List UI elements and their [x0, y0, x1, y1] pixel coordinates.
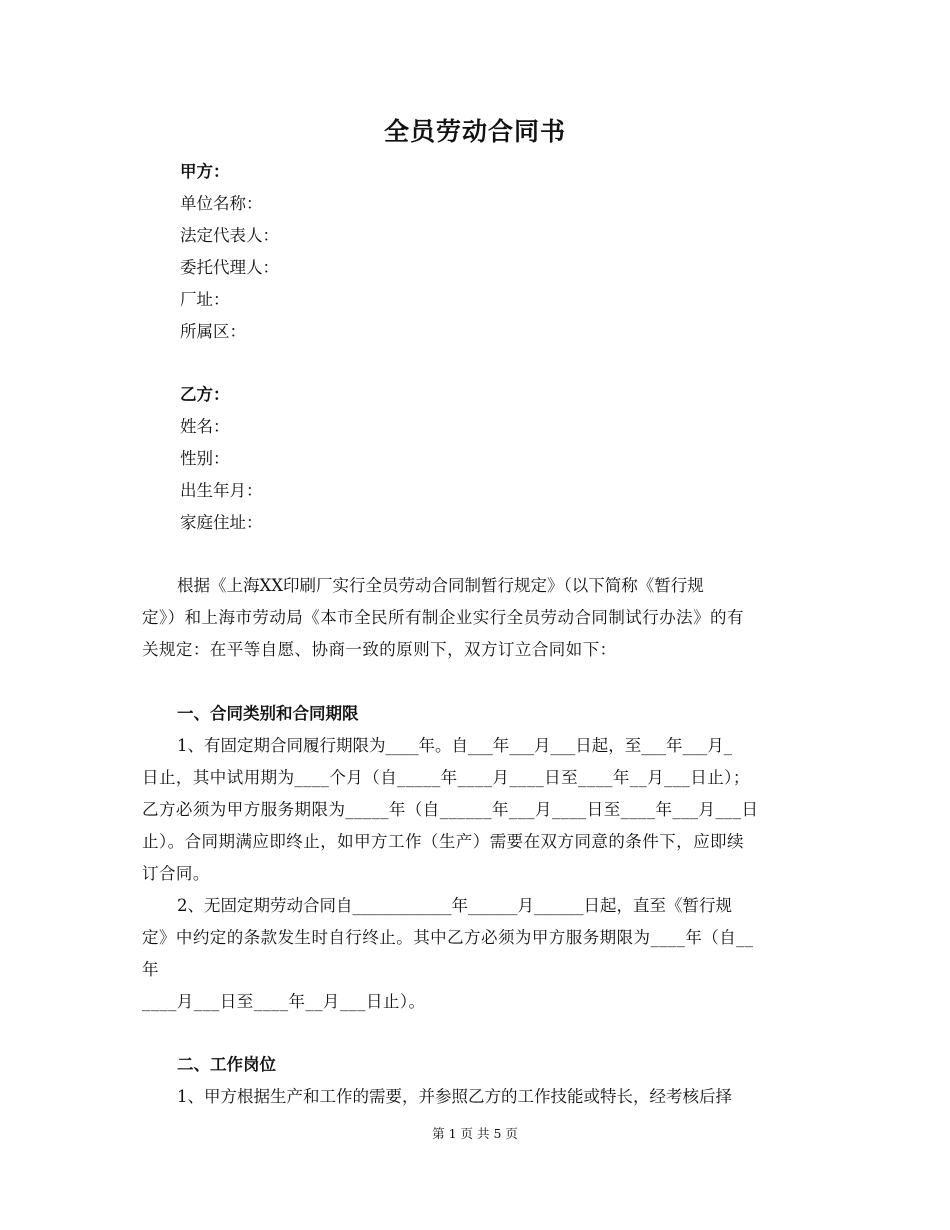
party-a-field-legal-rep: 法定代表人： [180, 226, 279, 245]
party-b-field-home-address: 家庭住址： [180, 513, 263, 532]
party-b-field-birth: 出生年月： [180, 481, 263, 500]
party-a-field-agent: 委托代理人： [180, 258, 279, 277]
section1-line: 止）。合同期满应即终止，如甲方工作（生产）需要在双方同意的条件下，应即续 [142, 832, 744, 851]
section1-line: 定》中约定的条款发生时自行终止。其中乙方必须为甲方服务期限为____年（自__ [142, 928, 754, 947]
section2-line: 1、甲方根据生产和工作的需要，并参照乙方的工作技能或特长，经考核后择 [177, 1087, 732, 1106]
section1-heading: 一、合同类别和合同期限 [177, 704, 359, 723]
party-a-field-address: 厂址： [180, 290, 230, 309]
section1-line: 年 [142, 960, 159, 979]
section1-line: 日止，其中试用期为____个月（自_____年____月____日至____年__月___日止）； [142, 768, 750, 787]
document-title: 全员劳动合同书 [383, 117, 566, 146]
section1-line: 1、有固定期合同履行期限为____年。自___年___月___日起，至___年___月_ [177, 736, 732, 755]
party-b-heading: 乙方： [180, 385, 230, 404]
section1-line: 2、无固定期劳动合同自____________年______月______日起，直至《暂行规 [177, 896, 732, 915]
section1-line: ____月___日至____年__月___日止）。 [142, 992, 426, 1011]
preamble-line: 根据《上海XX印刷厂实行全员劳动合同制暂行规定》（以下简称《暂行规 [177, 576, 704, 595]
page-number-footer: 第 1 页 共 5 页 [432, 1126, 518, 1141]
party-a-field-district: 所属区： [180, 322, 246, 341]
party-a-heading: 甲方： [180, 162, 230, 181]
preamble-line: 定》）和上海市劳动局《本市全民所有制企业实行全员劳动合同制试行办法》的有 [142, 608, 744, 627]
section1-line: 乙方必须为甲方服务期限为_____年（自______年___月____日至____年___月___日 [142, 800, 759, 819]
preamble-line: 关规定：在平等自愿、协商一致的原则下，双方订立合同如下： [142, 640, 617, 659]
section2-heading: 二、工作岗位 [177, 1055, 276, 1074]
party-b-field-name: 姓名： [180, 417, 230, 436]
section1-line: 订合同。 [142, 864, 210, 883]
party-b-field-gender: 性别： [180, 449, 230, 468]
party-a-field-unit-name: 单位名称： [180, 194, 263, 213]
